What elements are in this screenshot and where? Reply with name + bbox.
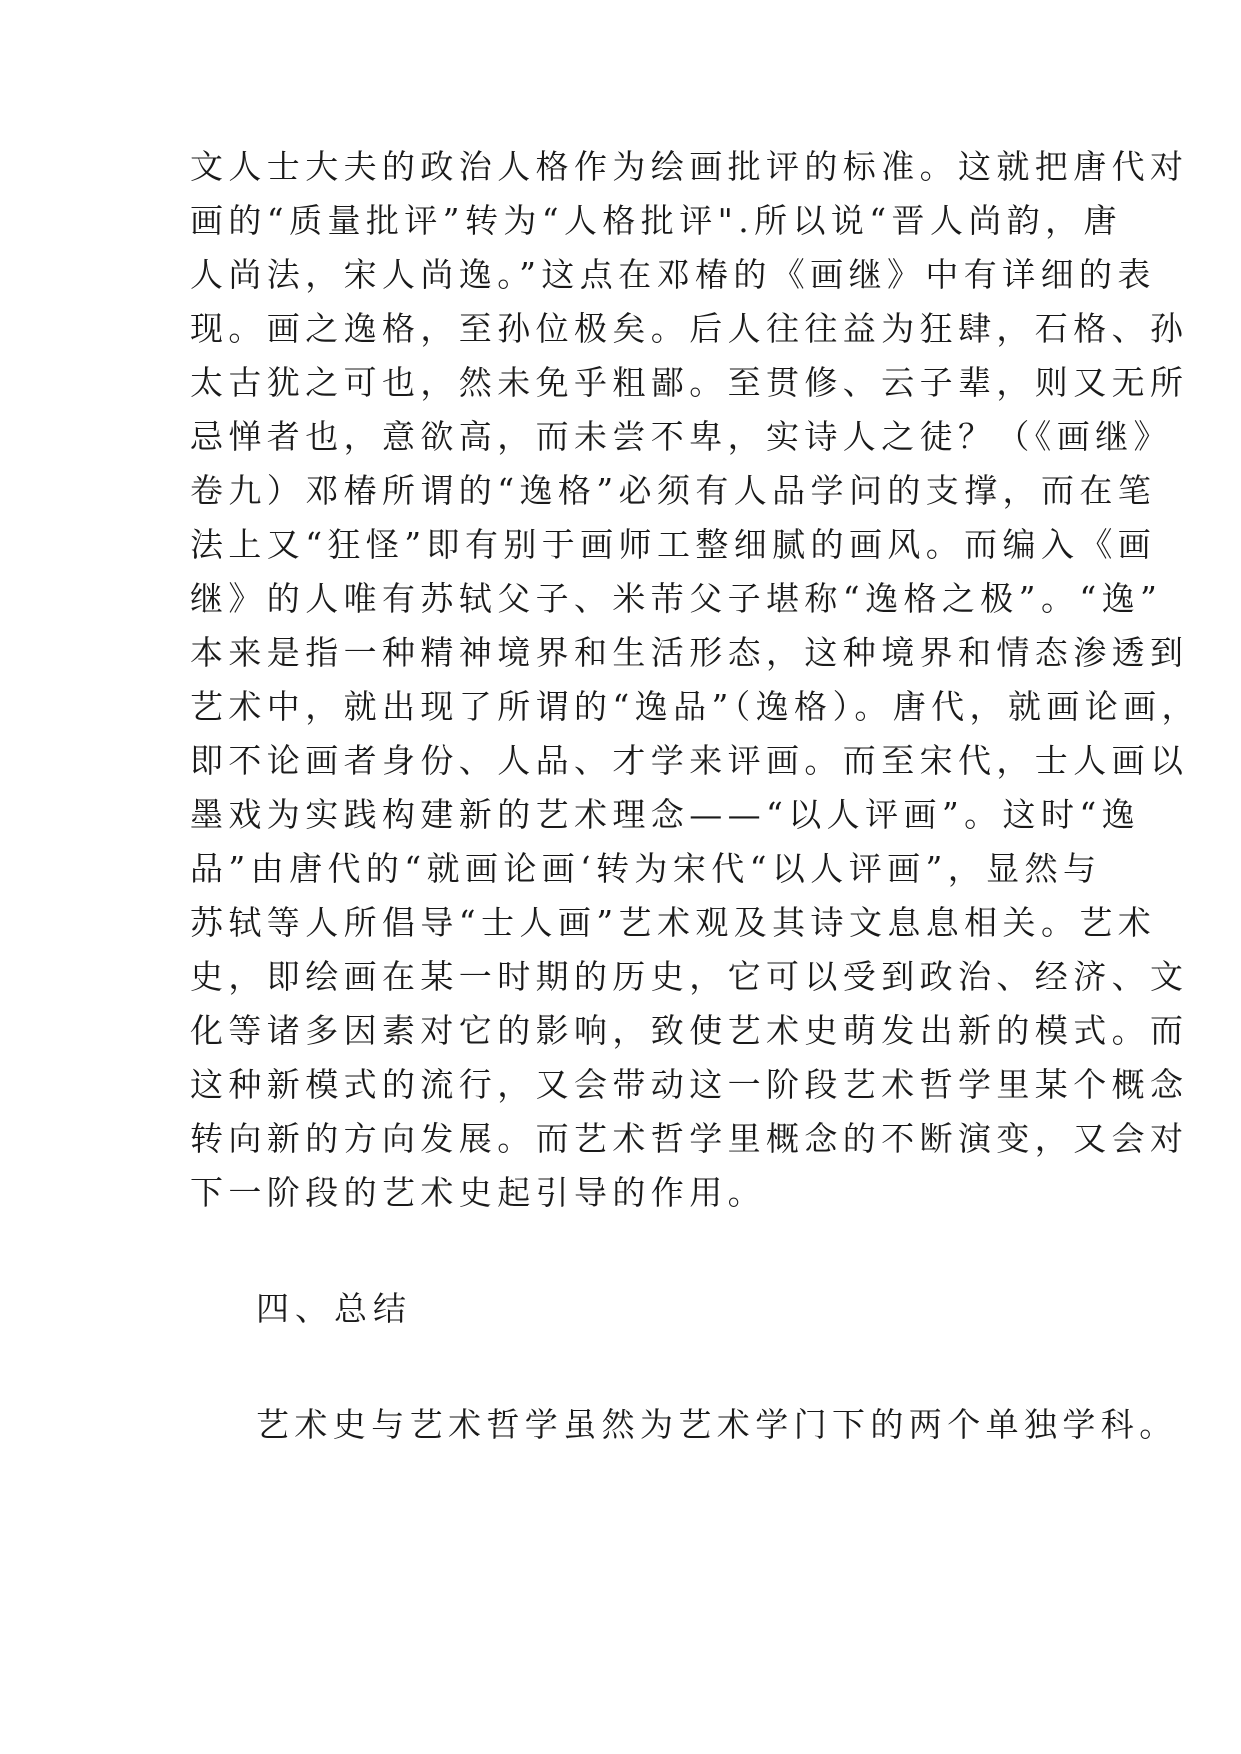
paragraph-line: 现。画之逸格，至孙位极矣。后人往往益为狂肆，石格、孙 (190, 309, 1189, 348)
paragraph-line: 卷九）邓椿所谓的“逸格”必须有人品学问的支撑，而在笔 (190, 471, 1157, 510)
paragraph-line: 法上又“狂怪”即有别于画师工整细腻的画风。而编入《画 (190, 525, 1157, 564)
section-heading: 四、总结 (256, 1289, 412, 1328)
paragraph-line: 文人士大夫的政治人格作为绘画批评的标准。这就把唐代对 (190, 147, 1189, 186)
paragraph-line: 本来是指一种精神境界和生活形态，这种境界和情态渗透到 (190, 633, 1189, 672)
paragraph-line: 苏轼等人所倡导“士人画”艺术观及其诗文息息相关。艺术 (190, 903, 1157, 942)
paragraph-line: 下一阶段的艺术史起引导的作用。 (190, 1173, 766, 1212)
paragraph-line: 转向新的方向发展。而艺术哲学里概念的不断演变，又会对 (190, 1119, 1189, 1158)
paragraph-line: 化等诸多因素对它的影响，致使艺术史萌发出新的模式。而 (190, 1011, 1189, 1050)
paragraph-line: 品”由唐代的“就画论画‘转为宋代“以人评画”，显然与 (190, 849, 1102, 888)
paragraph-line: 即不论画者身份、人品、才学来评画。而至宋代，士人画以 (190, 741, 1189, 780)
paragraph-line: 太古犹之可也，然未免乎粗鄙。至贯修、云子辈，则又无所 (190, 363, 1189, 402)
paragraph-line: 画的“质量批评”转为“人格批评".所以说“晋人尚韵，唐 (190, 201, 1122, 240)
paragraph-line: 墨戏为实践构建新的艺术理念——“以人评画”。这时“逸 (190, 795, 1141, 834)
paragraph-line: 人尚法，宋人尚逸。”这点在邓椿的《画继》中有详细的表 (190, 255, 1156, 294)
paragraph-line: 艺术中，就出现了所谓的“逸品”（逸格）。唐代，就画论画， (190, 687, 1200, 726)
paragraph-line: 忌惮者也，意欲高，而未尝不卑，实诗人之徒？（《画继》 (190, 417, 1172, 456)
paragraph-line: 这种新模式的流行，又会带动这一阶段艺术哲学里某个概念 (190, 1065, 1189, 1104)
closing-paragraph-line: 艺术史与艺术哲学虽然为艺术学门下的两个单独学科。 (256, 1405, 1178, 1444)
paragraph-line: 史，即绘画在某一时期的历史，它可以受到政治、经济、文 (190, 957, 1189, 996)
paragraph-line: 继》的人唯有苏轼父子、米芾父子堪称“逸格之极”。“逸” (190, 579, 1163, 618)
